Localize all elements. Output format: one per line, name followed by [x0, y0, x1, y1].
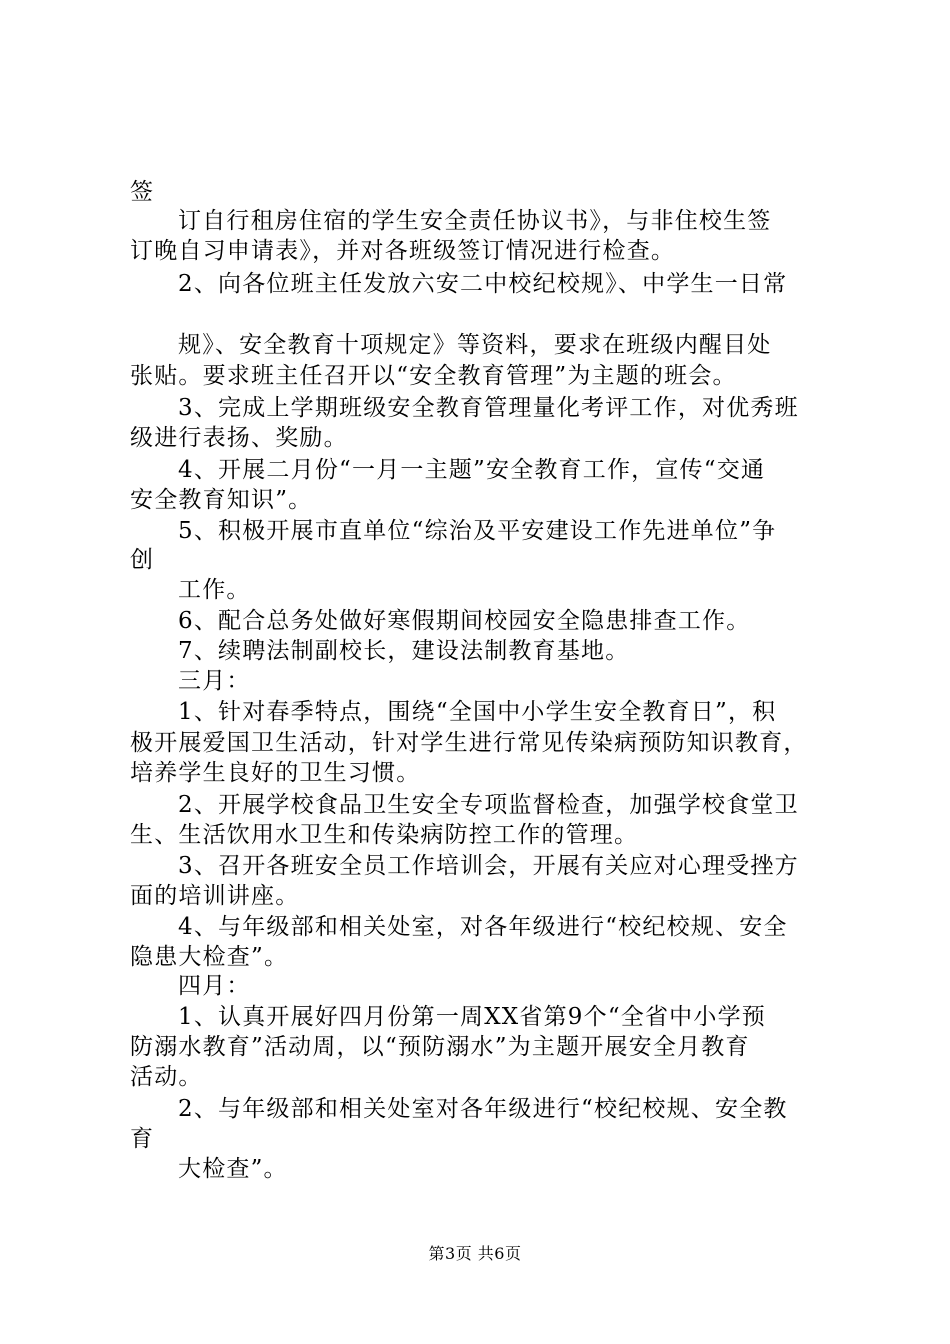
text-line: 1、认真开展好四月份第一周XX省第9个“全省中小学预 — [178, 1004, 766, 1030]
text-line: 防溺水教育”活动周，以“预防溺水”为主题开展安全月教育 — [130, 1034, 750, 1060]
page-number-footer: 第3页 共6页 — [428, 1244, 522, 1263]
text-line: 6、配合总务处做好寒假期间校园安全隐患排查工作。 — [178, 608, 751, 634]
text-line: 4、与年级部和相关处室，对各年级进行“校纪校规、安全 — [178, 914, 788, 940]
text-line: 4、开展二月份“一月一主题”安全教育工作，宣传“交通 — [178, 457, 766, 483]
text-line: 工作。 — [178, 577, 251, 603]
text-line: 创 — [130, 547, 155, 573]
text-line: 2、与年级部和相关处室对各年级进行“校纪校规、安全教 — [178, 1096, 788, 1122]
text-line: 大检查”。 — [178, 1156, 288, 1182]
text-line: 5、积极开展市直单位“综治及平安建设工作先进单位”争 — [178, 518, 777, 544]
text-line: 育 — [130, 1126, 155, 1152]
text-line: 3、完成上学期班级安全教育管理量化考评工作，对优秀班 — [178, 395, 799, 421]
text-line: 张贴。要求班主任召开以“安全教育管理”为主题的班会。 — [130, 363, 737, 389]
text-line: 级进行表扬、奖励。 — [130, 425, 348, 451]
text-line: 面的培训讲座。 — [130, 883, 300, 909]
text-line: 签 — [130, 179, 155, 205]
section-heading-april: 四月： — [178, 973, 251, 999]
text-line: 2、向各位班主任发放六安二中校纪校规》、中学生一日常 — [178, 271, 788, 297]
text-line: 隐患大检查”。 — [130, 944, 289, 970]
text-line: 3、召开各班安全员工作培训会，开展有关应对心理受挫方 — [178, 853, 799, 879]
text-line: 订自行租房住宿的学生安全责任协议书》，与非住校生签 — [178, 208, 772, 234]
section-heading-march: 三月： — [178, 668, 251, 694]
text-line: 极开展爱国卫生活动，针对学生进行常见传染病预防知识教育， — [130, 730, 808, 756]
text-line: 安全教育知识”。 — [130, 487, 313, 513]
text-line: 生、生活饮用水卫生和传染病防控工作的管理。 — [130, 822, 639, 848]
text-line: 订晚自习申请表》，并对各班级签订情况进行检查。 — [130, 238, 676, 264]
text-line: 2、开展学校食品卫生安全专项监督检查，加强学校食堂卫 — [178, 792, 799, 818]
text-line: 培养学生良好的卫生习惯。 — [130, 760, 421, 786]
text-line: 规》、安全教育十项规定》等资料，要求在班级内醒目处 — [178, 332, 772, 358]
text-line: 1、针对春季特点，围绕“全国中小学生安全教育日”，积 — [178, 699, 777, 725]
text-line: 7、续聘法制副校长，建设法制教育基地。 — [178, 638, 630, 664]
text-line: 活动。 — [130, 1064, 203, 1090]
